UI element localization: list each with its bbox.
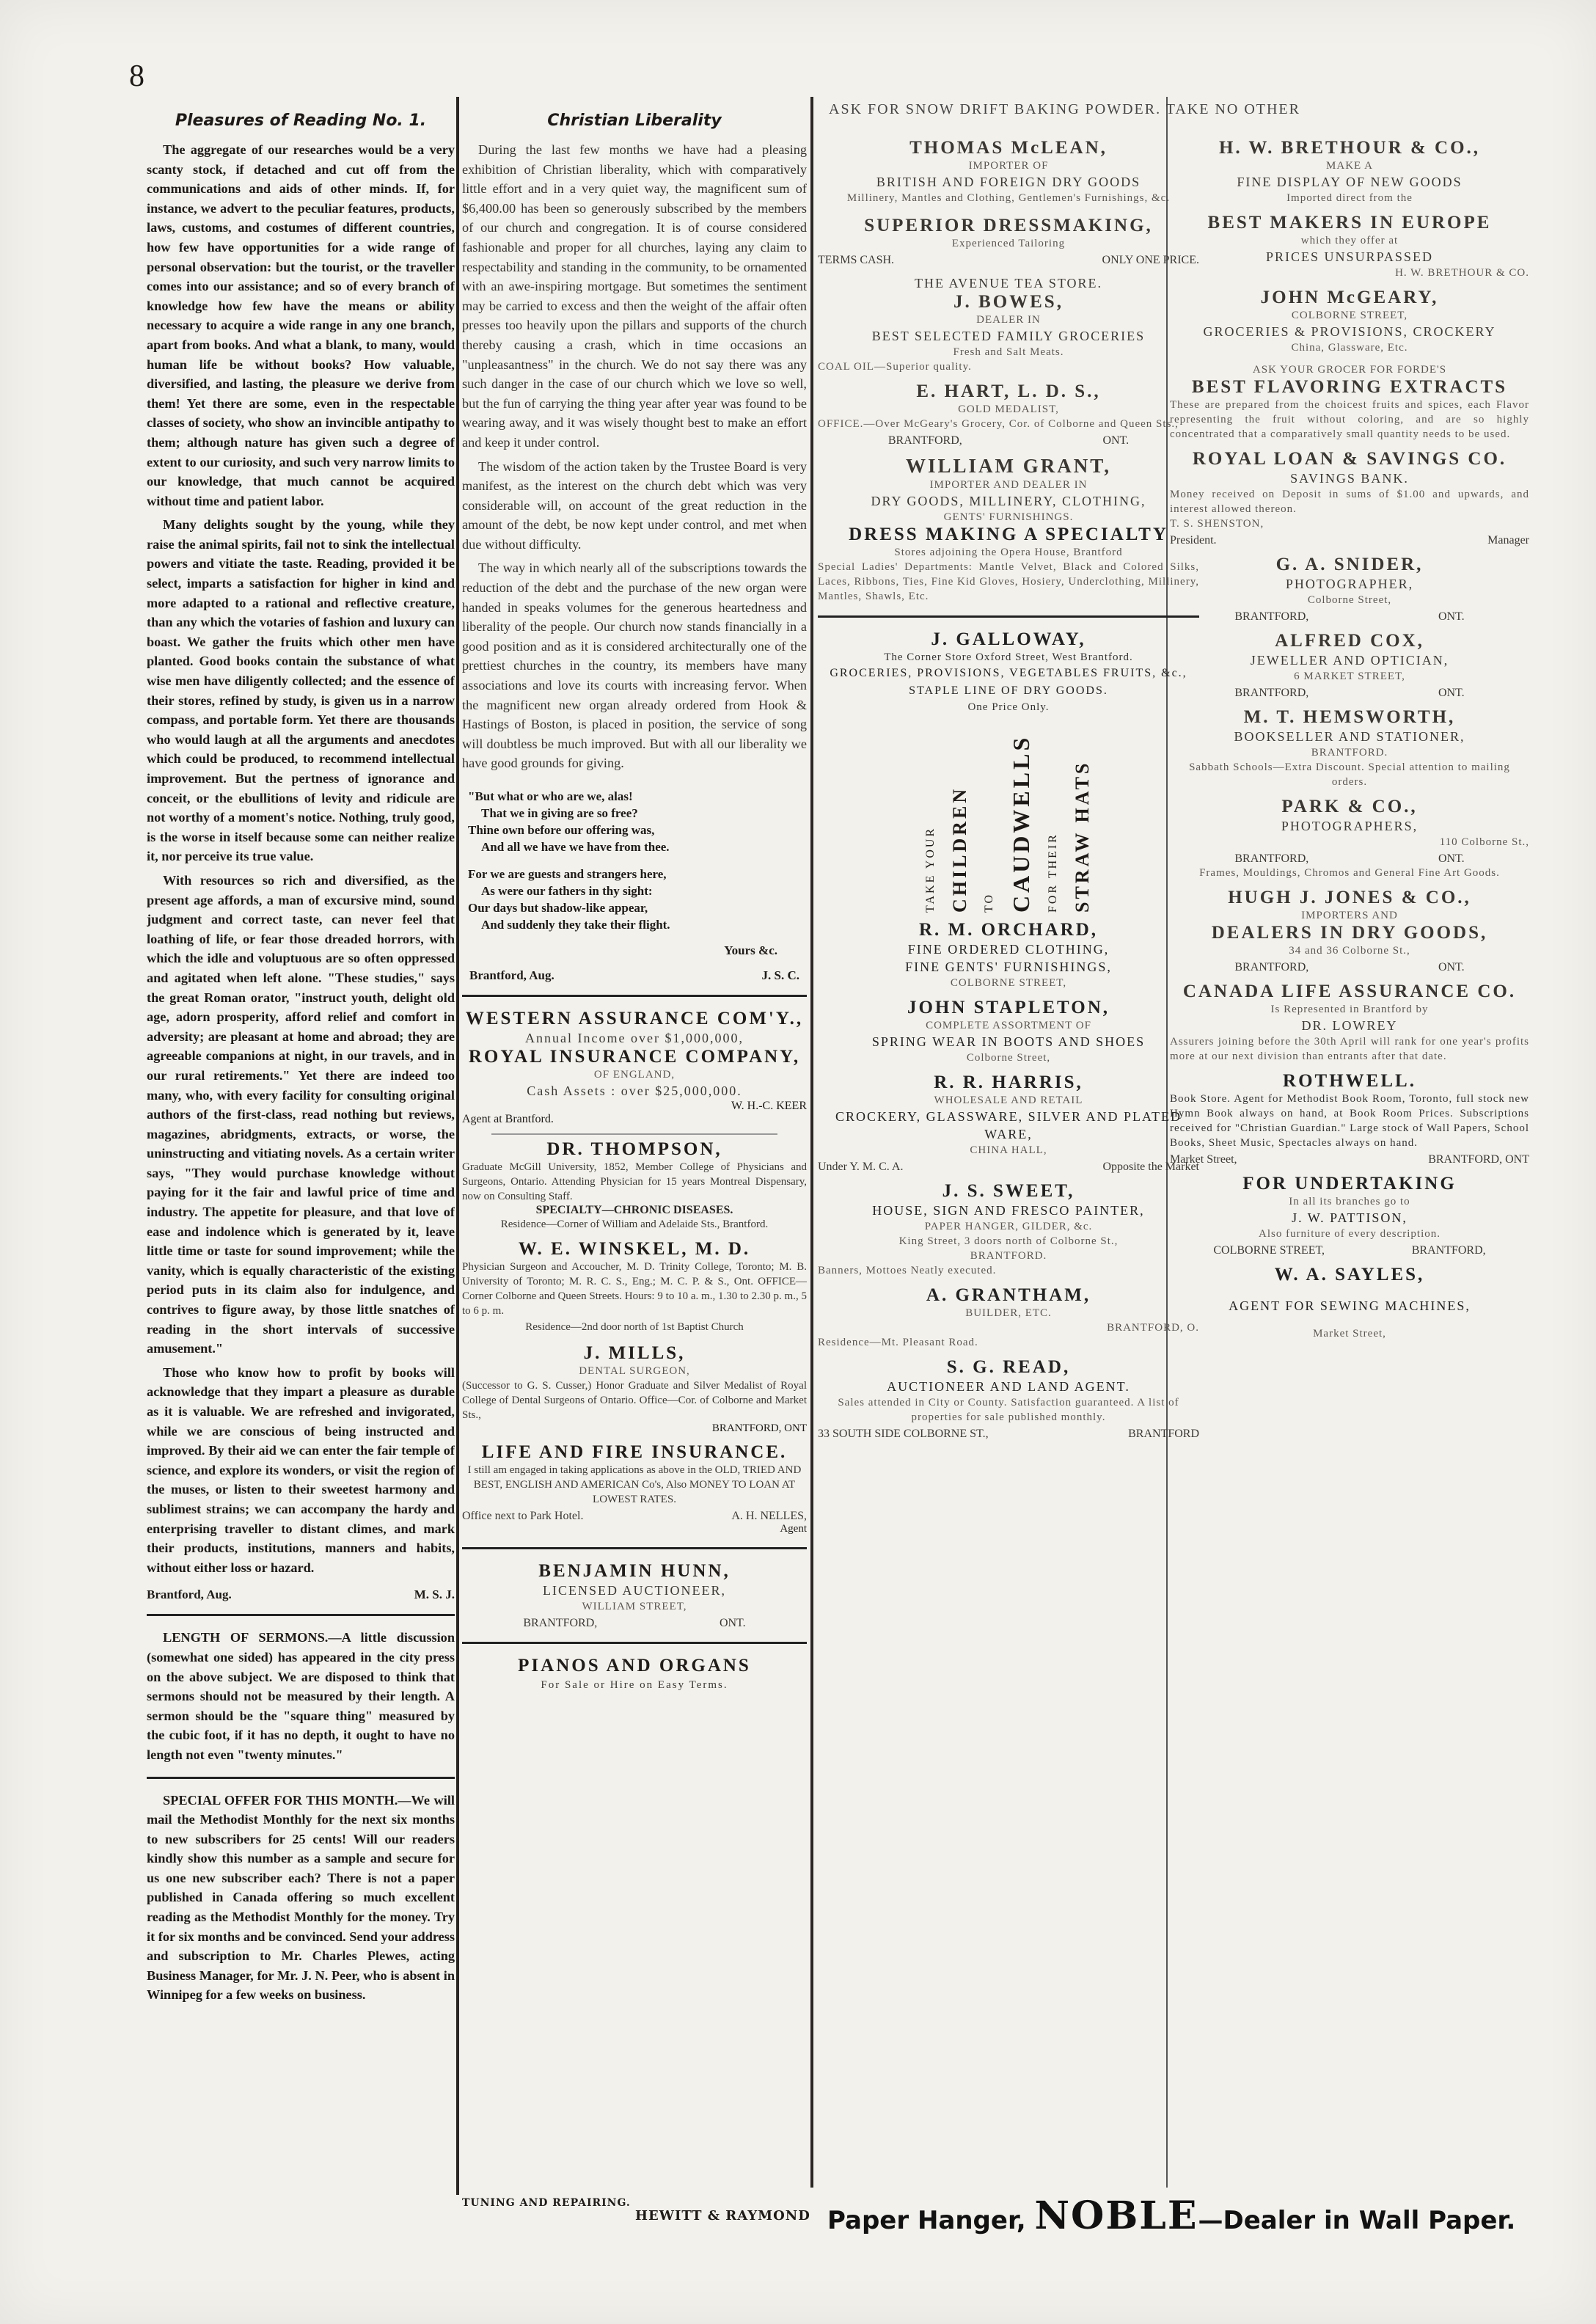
ad-text: Frames, Mouldings, Chromos and General Fine Art Goods. <box>1199 867 1500 879</box>
ad-row <box>1170 852 1529 866</box>
page-number: 8 <box>129 59 144 93</box>
ad-text: WILLIAM STREET, <box>582 1601 687 1612</box>
ad-text: COLBORNE STREET, <box>1291 310 1408 321</box>
ad-text: ONLY ONE PRICE. <box>1102 254 1199 266</box>
signoff-place: Brantford, Aug. <box>469 968 554 982</box>
ad-name: S. G. READ, <box>946 1357 1071 1377</box>
ad-text: Is Represented in Brantford by <box>1270 1004 1429 1015</box>
ad-text: BRANTFORD <box>1128 1428 1199 1440</box>
ad-text: Colborne Street, <box>966 1052 1051 1064</box>
ad-text: FINE ORDERED CLOTHING, <box>907 942 1110 957</box>
ad-name: G. A. SNIDER, <box>1275 555 1424 574</box>
vertical-text: CHILDREN <box>948 786 970 913</box>
ad-text: IMPORTER OF <box>968 160 1049 172</box>
ad-text: PAPER HANGER, GILDER, &c. <box>924 1221 1093 1232</box>
poem-line: That we in giving are so free? <box>481 806 638 820</box>
ad-text: HOUSE, SIGN AND FRESCO PAINTER, <box>872 1203 1145 1218</box>
ad-name: WESTERN ASSURANCE COM'Y., <box>465 1009 804 1028</box>
ad-text: Agent <box>780 1523 807 1535</box>
ad-name: PARK & CO., <box>1281 797 1418 816</box>
ad-text: BRANTFORD, <box>1234 687 1309 699</box>
ad-text: PHOTOGRAPHER, <box>1285 577 1414 591</box>
ad-text: which they offer at <box>1300 235 1399 246</box>
ad-text: PRICES UNSURPASSED <box>1266 249 1433 264</box>
ads-column-right <box>1170 138 1529 2324</box>
ad-text: SPECIALTY—CHRONIC DISEASES. <box>535 1204 733 1216</box>
ad-text: 34 and 36 Colborne St., <box>1289 945 1410 957</box>
ad-text: Market Street, <box>1170 1153 1237 1166</box>
signoff-place: Brantford, Aug. <box>147 1587 232 1602</box>
ad-j-galloway <box>818 629 1199 715</box>
ad-text: 110 Colborne St., <box>1439 836 1529 848</box>
article-column-liberality <box>462 103 807 2289</box>
poem-line: As were our fathers in thy sight: <box>481 884 653 898</box>
ad-text: Stores adjoining the Opera House, Brantford <box>894 547 1123 558</box>
ad-text: BRANTFORD, <box>1234 610 1309 623</box>
poem-line: "But what or who are we, alas! <box>468 789 633 803</box>
ad-row <box>818 254 1199 267</box>
ad-name: FOR UNDERTAKING <box>1242 1174 1457 1194</box>
ad-text: AUCTIONEER AND LAND AGENT. <box>887 1379 1130 1394</box>
ad-text: The Corner Store Oxford Street, West Brantford. <box>884 651 1133 663</box>
ad-row <box>462 1617 807 1630</box>
ad-agent: W. H.-C. KEER <box>731 1100 807 1112</box>
ad-text: JEWELLER AND OPTICIAN, <box>1250 653 1449 668</box>
ad-row <box>1170 1153 1529 1166</box>
ad-winskel <box>462 1239 807 1336</box>
ad-text: J. W. PATTISON, <box>1292 1210 1408 1225</box>
ad-text: Residence—2nd door north of 1st Baptist Church <box>525 1321 744 1333</box>
ad-name: THOMAS McLEAN, <box>909 138 1108 158</box>
article-paragraph: During the last few months we have had a pleasing exhibition of Christian liberality, which with comparatively little effort and in a very quiet way, the magnificent sum of $6,400.00 has been so generously subscribed by the members of our church and congregation. It is of course considered fashionable and proper for all churches, laying any claim to respectability and standing in the community, to be ornamented with an awe-inspiring mortgage. But sometimes the sentiment may be carried to excess and then the weight of the affair often presses too heavily upon the pillars and supports of the church thereby causing a crash, which in time occasions an "unpleasantness" in the church. We do not say there was any such danger in the case of our church which we love so well, but the fun of carrying the thing year after year was found to be wearing away, and it was wisely thought best to make an effort and keep it under control. <box>462 142 807 450</box>
ad-text: DRY GOODS, MILLINERY, CLOTHING, <box>871 494 1146 508</box>
ad-rothwell <box>1170 1071 1529 1166</box>
vertical-text: CAUDWELLS <box>1007 734 1034 913</box>
article-title: Christian Liberality <box>547 112 722 130</box>
ad-william-grant <box>818 455 1199 604</box>
ad-name: H. W. BRETHOUR & CO., <box>1218 138 1481 158</box>
signoff-initials: J. S. C. <box>761 968 799 982</box>
ad-text: CHINA HALL, <box>970 1144 1047 1156</box>
article-signoff <box>462 968 807 983</box>
ad-john-stapleton <box>818 998 1199 1065</box>
ad-text: Assurers joining before the 30th April will rank for one year's profits more at our next division than entrants after that date. <box>1170 1036 1529 1062</box>
ad-text: BOOKSELLER AND STATIONER, <box>1234 729 1465 744</box>
closing: Yours &c. <box>724 943 777 957</box>
ad-row <box>1170 610 1529 624</box>
ad-text: COMPLETE ASSORTMENT OF <box>926 1020 1091 1031</box>
ad-row <box>462 1510 807 1523</box>
divider <box>491 1133 777 1135</box>
ad-text: DEALER IN <box>976 314 1041 326</box>
ad-name: ROYAL INSURANCE COMPANY, <box>468 1047 801 1067</box>
column-rule <box>456 97 459 2195</box>
ad-text: SPRING WEAR IN BOOTS AND SHOES <box>871 1034 1146 1049</box>
ad-name: J. BOWES, <box>953 292 1064 312</box>
ad-grantham <box>818 1285 1199 1350</box>
ad-harris <box>818 1073 1199 1174</box>
ad-text: ONT. <box>1438 852 1465 865</box>
article-paragraph: Those who know how to profit by books will acknowledge that they impart a pleasure as durable as it is valuable. We are refreshed and invigorated, while we are conscious of being instructed and improved. By their aid we can enter the fair temple of science, and explore its wonders, or visit the region of the muses, or listen to their sweetest harmony and sublimest strains; we can accompany the hardy and enterprising traveller to distant climes, and mark their products, institutions, manners and habits, without either loss or hazard. <box>147 1364 455 1575</box>
banner-snow-drift: ASK FOR SNOW DRIFT BAKING POWDER. TAKE NO OTHER <box>829 101 1300 117</box>
ad-text: Book Store. Agent for Methodist Book Room, Toronto, full stock new Hymn Book always on hand, at Book Room Prices. Subscriptions received for "Christian Guardian." Large stock of Wall Papers, School Books, Sheet Music, Spectacles always on hand. <box>1170 1093 1529 1149</box>
ad-text: King Street, 3 doors north of Colborne St., <box>898 1235 1119 1247</box>
ad-forde-extracts <box>1170 362 1529 442</box>
ad-name: J. GALLOWAY, <box>931 629 1086 649</box>
ad-text: Market Street, <box>1313 1328 1386 1340</box>
ad-text: PHOTOGRAPHERS, <box>1281 819 1419 833</box>
poem <box>468 788 807 933</box>
ad-text: H. W. BRETHOUR & CO. <box>1395 267 1529 279</box>
ad-text: These are prepared from the choicest fruits and spices, each Flavor representing the fruit without coloring, and are so highly concentrated that a comparatively small quantity needs to be used. <box>1170 399 1529 440</box>
poem-line: Thine own before our offering was, <box>468 823 655 837</box>
ad-row <box>1170 534 1529 547</box>
ad-text: T. S. SHENSTON, <box>1170 518 1264 530</box>
ad-royal-loan <box>1170 449 1529 547</box>
ad-name: LIFE AND FIRE INSURANCE. <box>481 1442 788 1462</box>
ad-life-fire-insurance <box>462 1442 807 1535</box>
ad-row <box>818 434 1199 447</box>
ad-name: JOHN McGEARY, <box>1260 288 1439 307</box>
ad-text: Imported direct from the <box>1286 192 1413 204</box>
ad-text: President. <box>1170 534 1217 547</box>
ad-text: 6 MARKET STREET, <box>1294 670 1405 682</box>
article-title: Pleasures of Reading No. 1. <box>175 112 427 130</box>
ad-text: OF ENGLAND, <box>593 1069 676 1081</box>
ad-text: COLBORNE STREET, <box>950 977 1067 989</box>
ad-text: GENTS' FURNISHINGS. <box>943 511 1074 523</box>
ad-park-co <box>1170 797 1529 880</box>
ad-text: CROCKERY, GLASSWARE, SILVER AND PLATED WARE, <box>835 1109 1182 1141</box>
ad-text: IMPORTER AND DEALER IN <box>929 479 1088 491</box>
ad-text: Graduate McGill University, 1852, Member College of Physicians and Surgeons, Ontario. Attending Physician for 15 years Montreal Dispensary, now on Consulting Staff. <box>462 1161 807 1202</box>
ad-name: DR. THOMPSON, <box>546 1139 722 1159</box>
ad-row <box>1170 961 1529 974</box>
sermons-notice: LENGTH OF SERMONS.—A little discussion (somewhat one sided) has appeared in the city press on the above subject. We are disposed to think that sermons should not be measured by their length. A sermon should be the "square thing" measured by the cubic foot, if it has no depth, it ought to have no length not even "twenty minutes." <box>147 1630 455 1762</box>
ad-name: DEALERS IN DRY GOODS, <box>1211 923 1488 943</box>
article-paragraph: With resources so rich and diversified, as the present age affords, a man of excursive mind, sound judgment and correct taste, can never feel that loathing of life, or fear those dreaded horrors, with which the idle and voluptuous are so often oppressed and agitated when left alone. "These studies," says the great Roman orator, "instruct youth, delight old age, adorn prosperity, afford relief and comfort in adversity; are pleasant at home and abroad; they are agreeable companions at night, in our travels, and in our rural retirements." Yet there are indeed too many, who, with every facility for consulting original authors of the first-class, read nothing but reviews, magazines, abridgments, extracts, or worse, the uninstructing and vitiating novels. As a certain writer says, "They would purchase knowledge without paying for it the fair and lawful price of time and industry. The appetite for pleasure, and that love of ease and indolence which is generated by it, leave little time or taste for sound improvement; while the vanity, which is equally characteristic of the existing period puts in its claim also for indulgence, and contrives to figure away, by those little snatches of reading in the short intervals of successive amusement." <box>147 872 455 1356</box>
ad-thomas-mclean <box>818 138 1199 267</box>
ad-text: In all its branches go to <box>1289 1196 1410 1207</box>
ad-text: Physician Surgeon and Accoucher, M. D. Trinity College, Toronto; M. B. University of Toronto; M. R. C. S., Eng.; M. C. P. & S., Ont. OFFICE—Corner Colborne and Queen Streets. Hours: 9 to 10 a. m., 1.30 to 2.30 p. m., 5 to 6 p. m. <box>462 1261 807 1317</box>
ad-text: GROCERIES & PROVISIONS, CROCKERY <box>1203 324 1496 339</box>
ad-text: BRANTFORD, <box>1234 961 1309 973</box>
ad-text: Banners, Mottoes Neatly executed. <box>818 1265 997 1276</box>
article-paragraph: The wisdom of the action taken by the Trustee Board is very manifest, as the interest on the church debt which was very considerable will, on account of the great reduction in the amount of the debt, be now kept under control, and met when due without difficulty. <box>462 458 807 552</box>
ad-name: DRESS MAKING A SPECIALTY <box>849 525 1168 544</box>
divider <box>147 1614 455 1616</box>
ad-text: China, Glassware, Etc. <box>1291 342 1408 354</box>
ad-name: W. A. SAYLES, <box>1274 1265 1425 1285</box>
ad-text: BRANTFORD, <box>523 1617 598 1629</box>
ad-name: J. S. SWEET, <box>942 1181 1075 1201</box>
ad-canada-life <box>1170 982 1529 1064</box>
ad-name: BEST FLAVORING EXTRACTS <box>1191 377 1508 397</box>
ad-text: I still am engaged in taking applications as above in the OLD, TRIED AND BEST, ENGLISH AND AMERICAN Co's, Also MONEY TO LOAN AT LOWEST RATES. <box>467 1464 802 1505</box>
poem-stanza <box>468 788 807 855</box>
ad-name: W. E. WINSKEL, M. D. <box>518 1239 751 1259</box>
ad-text: Cash Assets : over $25,000,000. <box>527 1084 742 1098</box>
ad-text: Residence—Corner of William and Adelaide Sts., Brantford. <box>500 1218 769 1230</box>
ad-text: Experienced Tailoring <box>951 238 1066 249</box>
ad-text: GOLD MEDALIST, <box>958 403 1059 415</box>
ad-text: DENTAL SURGEON, <box>579 1365 690 1377</box>
ad-text: AGENT FOR SEWING MACHINES, <box>1229 1298 1471 1313</box>
ad-text: COLBORNE STREET, <box>1213 1244 1325 1257</box>
ad-brethour <box>1170 138 1529 280</box>
poem-stanza <box>468 866 807 933</box>
ad-noble-wall-paper <box>827 2193 1515 2238</box>
ad-text: ONT. <box>1438 961 1465 973</box>
ad-text: Office next to Park Hotel. <box>462 1510 584 1522</box>
divider <box>462 1642 807 1644</box>
ad-text: ONT. <box>1438 687 1465 699</box>
ad-text: Under Y. M. C. A. <box>818 1161 904 1173</box>
ad-text: LICENSED AUCTIONEER, <box>543 1583 726 1598</box>
ad-text: For Sale or Hire on Easy Terms. <box>541 1679 728 1691</box>
ad-orchard <box>818 920 1199 990</box>
ad-alfred-cox <box>1170 631 1529 700</box>
ad-mcgeary <box>1170 288 1529 355</box>
article-paragraph: The aggregate of our researches would be a very scanty stock, if detached and cut off from the communications and aids of other minds. If, for instance, we advert to the peculiar features, products, laws, customs, and costumes of different countries, how few have opportunities for a wide range of personal observation: but the tourist, or the traveller comes into our assistance; and so of every branch of knowledge how few have the means or ability necessary to acquire a wide range in any one branch, apart from books. And what a blank, to many, would human life be without books? How valuable, diversified, and lasting, the pleasure we derive from them! Yet there are some, even in the respectable classes of society, who show an invincible antipathy to them; although nature has given such a degree of extent to our curiosity, and such very narrow limits to our knowledge, that much cannot be acquired without time and patient labor. <box>147 142 455 508</box>
ad-text: Residence—Mt. Pleasant Road. <box>818 1337 978 1348</box>
poem-line: And suddenly they take their flight. <box>481 918 670 932</box>
ad-text: BRITISH AND FOREIGN DRY GOODS <box>876 175 1141 189</box>
ad-text: BEST SELECTED FAMILY GROCERIES <box>871 329 1146 343</box>
article-paragraph: The way in which nearly all of the subscriptions towards the reduction of the debt and the purchase of the new organ were handed in speaks volumes for the generous heartedness and liberality of the people. Our church now stands financially in a good position and as it is considered architecturally one of the prettiest churches in the country, its members have many associations and love its courts with increasing fervor. When the magnificent new organ already ordered from Hook & Hastings of Boston, is placed in position, the service of song will doubtless be much improved. But with all our liberality we have good grounds for giving. <box>462 560 807 771</box>
ad-caudwells-straw-hats <box>818 722 1199 913</box>
ad-text: TERMS CASH. <box>818 254 895 266</box>
ad-text: Opposite the Market <box>1102 1161 1199 1173</box>
ad-hugh-jones <box>1170 888 1529 974</box>
ad-name: JOHN STAPLETON, <box>907 998 1110 1017</box>
ad-mills <box>462 1343 807 1435</box>
article-signoff <box>147 1587 455 1602</box>
ad-text: A. H. NELLES, <box>731 1510 807 1522</box>
ad-name: BENJAMIN HUNN, <box>538 1561 731 1581</box>
ad-name: ALFRED COX, <box>1275 631 1424 651</box>
ad-hewitt-raymond: HEWITT & RAYMOND <box>635 2208 810 2223</box>
ad-name: BEST MAKERS IN EUROPE <box>1207 213 1492 233</box>
ad-text: 33 SOUTH SIDE COLBORNE ST., <box>818 1428 989 1440</box>
ad-text: Fresh and Salt Meats. <box>953 346 1064 358</box>
ad-e-hart <box>818 381 1199 447</box>
ad-name: R. R. HARRIS, <box>934 1073 1083 1092</box>
ad-text: OFFICE.—Over McGeary's Grocery, Cor. of Colborne and Queen Sts., <box>818 418 1179 430</box>
ad-benjamin-hunn <box>462 1561 807 1630</box>
ad-text: BRANTFORD, O. <box>1107 1322 1199 1334</box>
ad-text: DR. LOWREY <box>1301 1018 1398 1033</box>
ad-sayles <box>1170 1265 1529 1341</box>
column-rule <box>810 97 813 2188</box>
ad-text: IMPORTERS AND <box>1301 910 1398 921</box>
ad-name: ROTHWELL. <box>1283 1071 1416 1091</box>
ads-column-left <box>818 138 1199 2324</box>
poem-line: Our days but shadow-like appear, <box>468 901 648 915</box>
special-offer-notice: SPECIAL OFFER FOR THIS MONTH.—We will mail the Methodist Monthly for the next six months to new subscribers for 25 cents! Will our readers kindly show this number as a sample and secure for us one new subscriber each? There is not a paper published in Canada offering so much excellent reading as the Methodist Monthly for the money. Try it for six months and be convinced. Send your address and subscription to Mr. Charles Plewes, acting Business Manager, for Mr. J. N. Peer, who is absent in Winnipeg for a few weeks on business. <box>147 1792 455 2003</box>
ad-read <box>818 1357 1199 1441</box>
ad-sweet <box>818 1181 1199 1278</box>
ad-text: Annual Income over $1,000,000, <box>525 1031 744 1045</box>
ad-row <box>1170 687 1529 700</box>
poem-line: And all we have we have from thee. <box>481 840 670 854</box>
ad-text: COAL OIL—Superior quality. <box>818 361 972 373</box>
divider <box>818 615 1199 618</box>
ad-hemsworth <box>1170 707 1529 789</box>
ad-text: One Price Only. <box>967 701 1050 713</box>
ad-name: WILLIAM GRANT, <box>905 455 1112 477</box>
ad-text: ASK YOUR GROCER FOR FORDE'S <box>1252 364 1447 376</box>
ad-text: Paper Hanger, <box>827 2206 1026 2235</box>
ad-dr-thompson <box>462 1139 807 1232</box>
ad-text: BRANTFORD. <box>970 1250 1047 1262</box>
ad-text: BRANTFORD, ONT <box>711 1422 807 1434</box>
ad-text: Sabbath Schools—Extra Discount. Special attention to mailing orders. <box>1189 761 1510 788</box>
ad-name: J. MILLS, <box>583 1343 686 1363</box>
ad-name: HUGH J. JONES & CO., <box>1228 888 1471 907</box>
ad-text: —Dealer in Wall Paper. <box>1198 2206 1516 2235</box>
ad-text: BRANTFORD, <box>887 434 962 447</box>
ad-text: Money received on Deposit in sums of $1.00 and upwards, and interest allowed thereon. <box>1170 489 1529 515</box>
ad-text: ONT. <box>719 1617 746 1629</box>
ad-text: BRANTFORD, <box>1411 1244 1486 1257</box>
ad-brand: NOBLE <box>1034 2193 1198 2238</box>
ad-row <box>1170 1244 1529 1257</box>
ad-snider <box>1170 555 1529 624</box>
ad-avenue-tea-store <box>818 274 1199 374</box>
ad-name: A. GRANTHAM, <box>926 1285 1091 1305</box>
ad-pianos-organs <box>462 1656 807 1694</box>
ad-text: (Successor to G. S. Cusser,) Honor Graduate and Silver Medalist of Royal College of Dental Surgeons of Ontario. Office—Cor. of Colborne and Market Sts., <box>462 1380 807 1421</box>
ad-name: E. HART, L. D. S., <box>916 381 1101 401</box>
divider <box>462 995 807 997</box>
divider <box>462 1547 807 1549</box>
article-paragraph: Many delights sought by the young, while they raise the animal spirits, fail not to sink the intellectual powers and vitiate the taste. Reading, provided it be select, imparts a satisfaction for higher in kind and more adapted to a rational and reflective creature, than any which the votaries of fashion and luxury can boast. We gather the fruits which other men have planted. Good books contain the substance of what wise men have diligently collected; and the essence of their stores, refined by study, is given us in a narrow compass, and portable form. Yet there are thousands who would laugh at all the arguments and anecdotes which could be produced, to recommend intellectual improvement. But the pertness of ignorance and conceit, or the ebullitions of levity and ridicule are not worthy of a moment's notice. Nothing, truly good, is the worse in itself because some can neither realize it, nor perceive its true value. <box>147 517 455 864</box>
article-column-reading <box>147 103 455 2289</box>
vertical-text: TO <box>982 892 995 913</box>
ad-row <box>818 1428 1199 1441</box>
ad-text: Special Ladies' Departments: Mantle Velvet, Black and Colored Silks, Laces, Ribbons, Ties, Fine Kid Gloves, Hosiery, Underclothing, Millinery, Mantles, Shawls, Etc. <box>818 561 1199 602</box>
ad-name: R. M. ORCHARD, <box>918 920 1099 940</box>
ad-agent-role: Agent at Brantford. <box>462 1113 554 1125</box>
poem-line: For we are guests and strangers here, <box>468 867 667 881</box>
ad-text: THE AVENUE TEA STORE. <box>914 276 1102 290</box>
ad-text: SAVINGS BANK. <box>1290 471 1409 486</box>
ad-text: BRANTFORD, <box>1234 852 1309 865</box>
ad-text: FINE GENTS' FURNISHINGS, <box>905 960 1112 974</box>
ad-text: FINE DISPLAY OF NEW GOODS <box>1237 175 1463 189</box>
ad-pattison <box>1170 1174 1529 1257</box>
ad-text: BUILDER, ETC. <box>965 1307 1052 1319</box>
ad-row <box>818 1161 1199 1174</box>
divider <box>147 1777 455 1779</box>
ad-text: GROCERIES, PROVISIONS, VEGETABLES FRUITS, &c., STAPLE LINE OF DRY GOODS. <box>830 667 1187 697</box>
ad-text: ONT. <box>1102 434 1130 447</box>
ad-text: ONT. <box>1438 610 1465 623</box>
ad-text: Manager <box>1487 534 1529 547</box>
ad-text: Colborne Street, <box>1307 594 1392 606</box>
ad-western-assurance <box>462 1009 807 1126</box>
ad-tuning-repairing: TUNING AND REPAIRING. <box>462 2197 631 2209</box>
ad-name: PIANOS AND ORGANS <box>518 1656 751 1676</box>
ad-text: MAKE A <box>1326 160 1373 172</box>
ad-text: Sales attended in City or County. Satisfaction guaranteed. A list of properties for sale published monthly. <box>838 1397 1179 1423</box>
ad-name: CANADA LIFE ASSURANCE CO. <box>1182 982 1517 1001</box>
ad-text: Also furniture of every description. <box>1258 1228 1441 1240</box>
vertical-text: FOR THEIR <box>1046 833 1059 913</box>
ad-text: Millinery, Mantles and Clothing, Gentlemen's Furnishings, &c. <box>846 192 1171 204</box>
ad-text: BRANTFORD. <box>1311 747 1388 759</box>
ad-name: SUPERIOR DRESSMAKING, <box>864 216 1153 235</box>
signoff-initials: M. S. J. <box>414 1587 455 1602</box>
vertical-text: STRAW HATS <box>1071 760 1093 913</box>
vertical-text: TAKE YOUR <box>923 826 937 913</box>
ad-text: WHOLESALE AND RETAIL <box>934 1095 1083 1106</box>
ad-name: ROYAL LOAN & SAVINGS CO. <box>1192 449 1507 469</box>
ad-text: BRANTFORD, ONT <box>1428 1153 1529 1166</box>
ad-name: M. T. HEMSWORTH, <box>1243 707 1456 727</box>
